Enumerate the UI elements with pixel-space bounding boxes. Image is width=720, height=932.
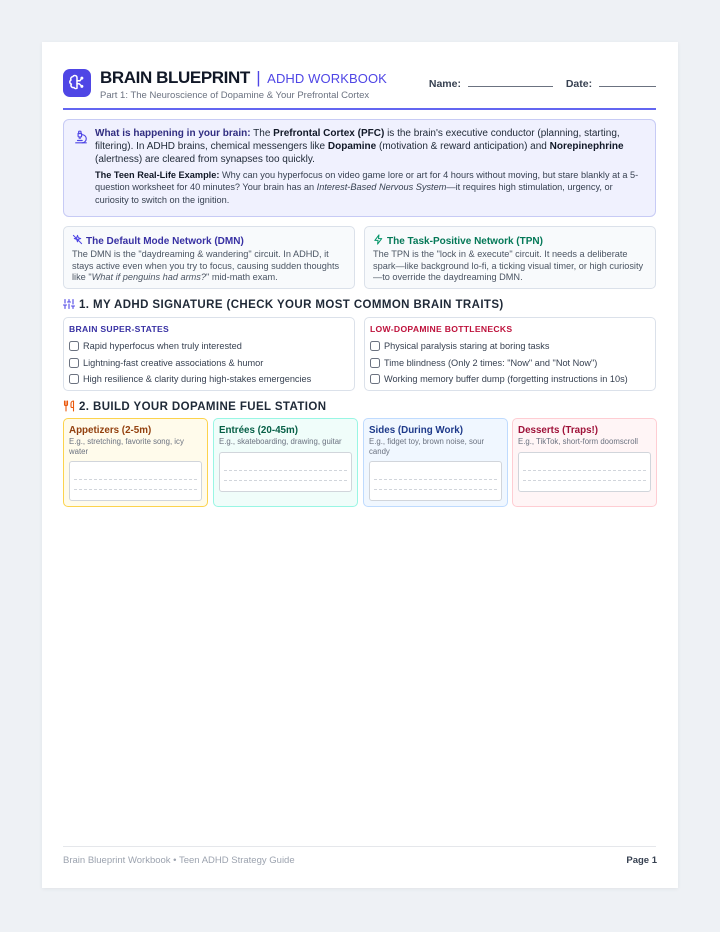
page-number: Page 1 bbox=[626, 855, 657, 866]
zap-icon bbox=[373, 236, 387, 247]
trait-item[interactable] bbox=[370, 338, 650, 355]
workbook-label: ADHD WORKBOOK bbox=[267, 71, 387, 86]
write-in-area[interactable] bbox=[369, 461, 502, 501]
section-1-title: 1. MY ADHD SIGNATURE (CHECK YOUR MOST COMMON BRAIN TRAITS) bbox=[79, 299, 504, 311]
trait-label: Time blindness (Only 2 times: "Now" and "Not Now") bbox=[384, 357, 598, 368]
checkbox[interactable] bbox=[370, 358, 380, 368]
sparkle-off-icon bbox=[72, 236, 86, 247]
dmn-text-part: " mid-math exam. bbox=[206, 272, 278, 282]
tpn-title: The Task-Positive Network (TPN) bbox=[387, 236, 543, 247]
super-states-heading: BRAIN SUPER-STATES bbox=[69, 324, 170, 334]
example-text-part: Why can you hyperfocus on video game lore or art for 4 hours without moving, but stare blankly at a 5-question worksheet for 40 minutes? Your brain has an bbox=[95, 170, 639, 193]
section-1-heading bbox=[63, 298, 504, 311]
date-label: Date: bbox=[565, 78, 593, 90]
fuel-card-entrees bbox=[213, 418, 358, 507]
fuel-card-sides bbox=[363, 418, 508, 507]
norepinephrine-term: Norepinephrine bbox=[549, 141, 624, 152]
footer-divider bbox=[63, 846, 656, 847]
write-in-area[interactable] bbox=[518, 452, 651, 492]
fuel-card-hint: E.g., TikTok, short-form doomscroll bbox=[518, 437, 639, 446]
section-2-heading bbox=[63, 400, 326, 413]
fuel-card-hint: E.g., fidget toy, brown noise, sour candy bbox=[369, 437, 485, 456]
intro-text-part: (motivation & reward anticipation) and bbox=[376, 141, 550, 152]
fuel-card-title: Sides (During Work) bbox=[369, 425, 463, 436]
intro-text-part: The bbox=[250, 128, 274, 139]
dmn-card bbox=[63, 226, 355, 289]
tpn-text: The TPN is the "lock in & execute" circuit. It needs a deliberate spark—like background lo-fi, a ticking visual timer, or high curiosity—to override the daydreaming DMN. bbox=[373, 249, 644, 282]
intro-label: What is happening in your brain: bbox=[95, 128, 251, 139]
checkbox[interactable] bbox=[69, 358, 79, 368]
trait-label: Lightning-fast creative associations & humor bbox=[83, 357, 264, 368]
dmn-text-part: The DMN is the "daydreaming & wandering" circuit. In ADHD, it stays active even when you try to focus, causing sudden thoughts like " bbox=[72, 249, 340, 282]
section-2-title: 2. BUILD YOUR DOPAMINE FUEL STATION bbox=[79, 401, 327, 413]
dmn-text bbox=[72, 249, 346, 284]
trait-item[interactable] bbox=[370, 355, 650, 372]
title-row bbox=[100, 68, 387, 88]
title-separator: | bbox=[256, 68, 261, 87]
brain-icon bbox=[63, 69, 91, 97]
super-states-box bbox=[63, 317, 355, 391]
tpn-card bbox=[364, 226, 656, 289]
bottlenecks-heading: LOW-DOPAMINE BOTTLENECKS bbox=[370, 324, 513, 334]
bottlenecks-box bbox=[364, 317, 656, 391]
utensils-icon bbox=[63, 401, 79, 413]
trait-label: Working memory buffer dump (forgetting instructions in 10s) bbox=[384, 374, 628, 385]
page-title: BRAIN BLUEPRINT bbox=[100, 68, 250, 87]
fuel-card-hint: E.g., skateboarding, drawing, guitar bbox=[219, 437, 342, 446]
trait-label: High resilience & clarity during high-stakes emergencies bbox=[83, 374, 312, 385]
write-in-area[interactable] bbox=[69, 461, 202, 501]
name-date-fields bbox=[429, 77, 656, 90]
checkbox[interactable] bbox=[69, 374, 79, 384]
trait-item[interactable] bbox=[370, 371, 650, 388]
name-label: Name: bbox=[428, 78, 461, 90]
intro-example bbox=[95, 169, 645, 206]
tpn-title-row bbox=[373, 234, 647, 247]
intro-callout bbox=[63, 119, 656, 217]
date-field[interactable] bbox=[599, 77, 656, 87]
footer-text: Brain Blueprint Workbook • Teen ADHD Strategy Guide bbox=[63, 855, 295, 866]
trait-label: Rapid hyperfocus when truly interested bbox=[83, 341, 242, 352]
intro-text-part: is the brain's executive conductor (planning, starting, filtering). In ADHD brains, chemical messengers like bbox=[95, 128, 620, 152]
name-field[interactable] bbox=[468, 77, 553, 87]
dopamine-term: Dopamine bbox=[327, 141, 377, 152]
example-italic: Interest-Based Nervous System bbox=[316, 182, 447, 193]
trait-item[interactable] bbox=[69, 338, 349, 355]
example-label: The Teen Real-Life Example: bbox=[95, 170, 220, 180]
sliders-icon bbox=[63, 299, 79, 311]
header bbox=[63, 68, 656, 110]
write-in-area[interactable] bbox=[219, 452, 352, 492]
trait-label: Physical paralysis staring at boring tasks bbox=[384, 341, 550, 352]
dmn-title-row bbox=[72, 234, 346, 247]
page-subtitle: Part 1: The Neuroscience of Dopamine & Your Prefrontal Cortex bbox=[100, 90, 370, 101]
intro-text-part: (alertness) are cleared from synapses too quickly. bbox=[95, 154, 315, 165]
dmn-title: The Default Mode Network (DMN) bbox=[86, 236, 244, 247]
example-text-part: —it requires high stimulation, urgency, or curiosity to switch on the ignition. bbox=[95, 182, 613, 205]
trait-item[interactable] bbox=[69, 355, 349, 372]
pfc-term: Prefrontal Cortex (PFC) bbox=[273, 128, 385, 139]
fuel-card-hint: E.g., stretching, favorite song, icy water bbox=[69, 437, 184, 456]
intro-text bbox=[95, 127, 645, 166]
worksheet-page bbox=[42, 42, 678, 888]
microscope-icon bbox=[74, 130, 88, 149]
checkbox[interactable] bbox=[370, 341, 380, 351]
fuel-card-desserts bbox=[512, 418, 657, 507]
fuel-card-title: Entrées (20-45m) bbox=[219, 425, 298, 436]
checkbox[interactable] bbox=[69, 341, 79, 351]
checkbox[interactable] bbox=[370, 374, 380, 384]
fuel-card-appetizers bbox=[63, 418, 208, 507]
dmn-italic: What if penguins had arms? bbox=[91, 272, 207, 282]
trait-item[interactable] bbox=[69, 371, 349, 388]
header-divider bbox=[63, 108, 656, 110]
fuel-card-title: Appetizers (2-5m) bbox=[69, 425, 152, 436]
fuel-card-title: Desserts (Traps!) bbox=[518, 425, 599, 436]
